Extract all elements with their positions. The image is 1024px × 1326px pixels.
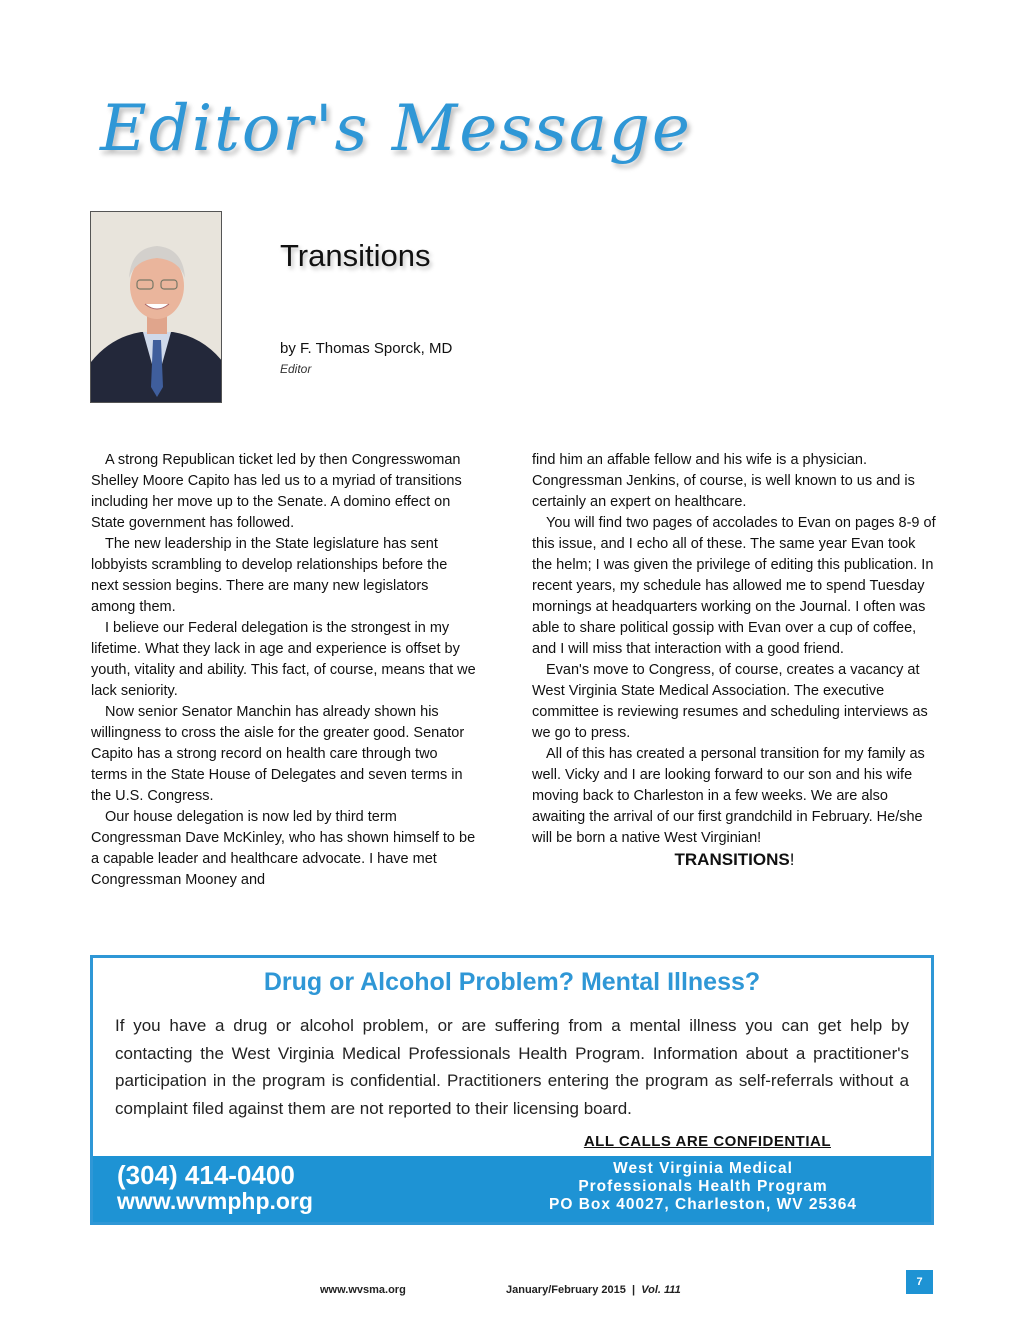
author-role: Editor <box>280 362 312 376</box>
article-column-2 <box>532 450 937 870</box>
ad-headline: Drug or Alcohol Problem? Mental Illness? <box>263 968 761 996</box>
ad-body: If you have a drug or alcohol problem, or are suffering from a mental illness you can get help by contacting the West Virginia Medical Professionals Health Program. Information about a practitioner's participation in the program is confidential. Practitioners entering the program as self-referrals without a complaint filed against them are not reported to their licensing board. <box>115 1016 909 1118</box>
paragraph: Evan's move to Congress, of course, creates a vacancy at West Virginia State Medical Association. The executive committee is reviewing resumes and scheduling interviews as we go to press. <box>532 662 928 741</box>
paragraph: A strong Republican ticket led by then Congresswoman Shelley Moore Capito has led us to a myriad of transitions including her move up to the Senate. A domino effect on State government has followed. <box>91 452 462 531</box>
org-name-line-2: Professionals Health Program <box>578 1178 828 1195</box>
paragraph: The new leadership in the State legislature has sent lobbyists scrambling to develop relationships before the next session begins. There are many new legislators among them. <box>91 536 448 615</box>
closing-word: TRANSITIONS <box>674 850 790 869</box>
paragraph: All of this has created a personal transition for my family as well. Vicky and I are looking forward to our son and his wife moving back to Charleston in a few weeks. We are also awaiting the arrival of our first grandchild in February. He/she will be born a native West Virginian! <box>532 746 925 846</box>
org-name-line-1: West Virginia Medical <box>613 1160 793 1177</box>
article-column-1 <box>91 450 476 891</box>
paragraph: I believe our Federal delegation is the strongest in my lifetime. What they lack in age and experience is offset by youth, vitality and ability. This fact, of course, means that we lack seniority. <box>91 620 476 699</box>
paragraph: find him an affable fellow and his wife is a physician. Congressman Jenkins, of course, is well known to us and is certainly an expert on healthcare. <box>532 452 915 510</box>
footer-separator: | <box>631 1284 636 1296</box>
masthead: Editor's Message <box>100 92 692 166</box>
closing-punctuation: ! <box>789 850 795 869</box>
paragraph: Our house delegation is now led by third term Congressman Dave McKinley, who has shown himself to be a capable leader and healthcare advocate. I have met Congressman Mooney and <box>91 809 476 888</box>
paragraph: Now senior Senator Manchin has already shown his willingness to cross the aisle for the greater good. Senator Capito has a strong record on health care through two terms in the State House of Delegates and seven terms in the U.S. Congress. <box>91 704 465 804</box>
author-photo <box>90 211 222 403</box>
page-number: 7 <box>906 1270 933 1294</box>
issue-volume: Vol. 111 <box>641 1284 681 1296</box>
confidential-notice: ALL CALLS ARE CONFIDENTIAL <box>583 1133 831 1150</box>
byline: by F. Thomas Sporck, MD <box>280 340 453 357</box>
ad-phone[interactable]: (304) 414-0400 <box>117 1160 295 1190</box>
footer-issue <box>506 1284 681 1296</box>
paragraph: You will find two pages of accolades to Evan on pages 8-9 of this issue, and I echo all of these. The same year Evan took the helm; I was given the privilege of editing this publication. In recent years, my schedule has allowed me to spend Tuesday mornings at headquarters working on the Journal. I often was able to share political gossip with Evan over a cup of coffee, and I will miss that interaction with a good friend. <box>532 515 936 657</box>
wvmphp-advertisement <box>90 955 934 1225</box>
ad-website-link[interactable]: www.wvmphp.org <box>117 1188 313 1214</box>
ad-organization <box>518 1160 888 1214</box>
closing-line <box>532 849 937 870</box>
ad-contact-band <box>93 1156 931 1222</box>
org-address: PO Box 40027, Charleston, WV 25364 <box>549 1196 857 1213</box>
article-title: Transitions <box>280 238 431 273</box>
footer-site-link[interactable]: www.wvsma.org <box>320 1284 406 1296</box>
issue-date: January/February 2015 <box>506 1284 626 1296</box>
